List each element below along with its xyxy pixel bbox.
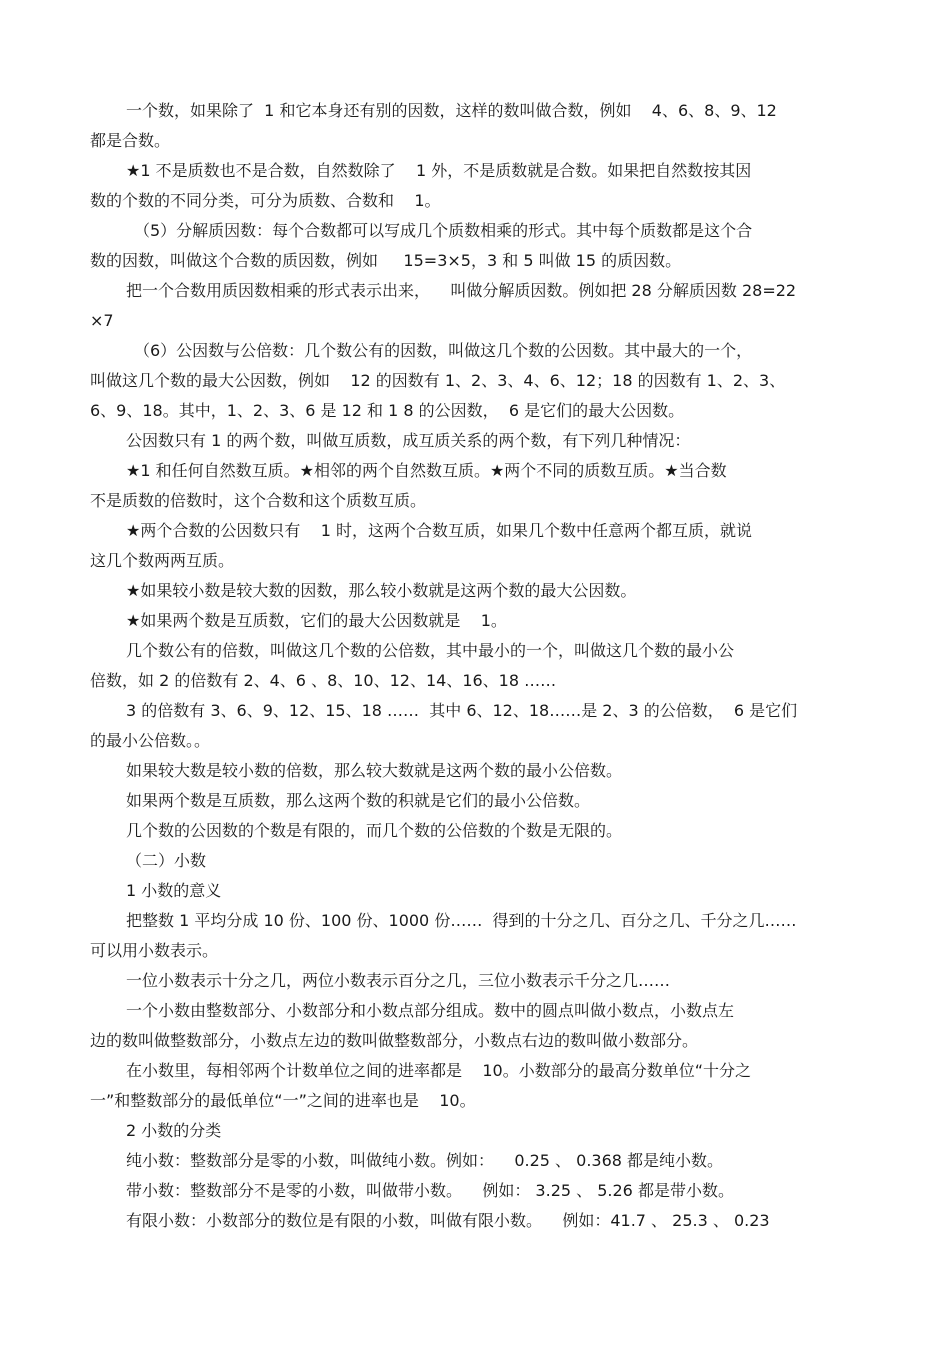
text-line: （二）小数 [126, 851, 207, 870]
text-line: 倍数，如 2 的倍数有 2、4、6 、8、10、12、14、16、18 …… [90, 671, 557, 690]
text-line: ★如果较小数是较大数的因数，那么较小数就是这两个数的最大公因数。 [126, 581, 637, 600]
text-line: 如果两个数是互质数，那么这两个数的积就是它们的最小公倍数。 [126, 791, 591, 810]
text-line: 把一个合数用质因数相乘的形式表示出来， 叫做分解质因数。例如把 28 分解质因数 28=22 [126, 281, 797, 300]
text-line: 公因数只有 1 的两个数，叫做互质数，成互质关系的两个数，有下列几种情况： [126, 431, 691, 450]
text-line: 这几个数两两互质。 [90, 551, 235, 570]
document-body [90, 96, 870, 1236]
text-line: 把整数 1 平均分成 10 份、100 份、1000 份…… 得到的十分之几、百分之几、千分之几…… [126, 911, 797, 930]
text-line: ★1 不是质数也不是合数，自然数除了 1 外，不是质数就是合数。如果把自然数按其因 [126, 161, 752, 180]
text-line: 2 小数的分类 [126, 1121, 222, 1140]
text-line: 有限小数：小数部分的数位是有限的小数，叫做有限小数。 例如：41.7 、 25.3 、 0.23 [126, 1211, 770, 1230]
text-line: （5）分解质因数：每个合数都可以写成几个质数相乘的形式。其中每个质数都是这个合 [134, 221, 753, 240]
text-line: 边的数叫做整数部分，小数点左边的数叫做整数部分，小数点右边的数叫做小数部分。 [90, 1031, 699, 1050]
text-line: 的最小公倍数。。 [90, 731, 211, 750]
text-line: 一”和整数部分的最低单位“一”之间的进率也是 10。 [90, 1091, 476, 1110]
text-line: 在小数里，每相邻两个计数单位之间的进率都是 10。小数部分的最高分数单位“十分之 [126, 1061, 751, 1080]
text-line: ★如果两个数是互质数，它们的最大公因数就是 1。 [126, 611, 507, 630]
text-line: 一个小数由整数部分、小数部分和小数点部分组成。数中的圆点叫做小数点，小数点左 [126, 1001, 735, 1020]
text-line: 几个数的公因数的个数是有限的，而几个数的公倍数的个数是无限的。 [126, 821, 623, 840]
text-line: 3 的倍数有 3、6、9、12、15、18 …… 其中 6、12、18……是 2、3 的公倍数， 6 是它们 [126, 701, 798, 720]
text-line: ×7 [90, 311, 114, 330]
text-line: 1 小数的意义 [126, 881, 222, 900]
text-line: 如果较大数是较小数的倍数，那么较大数就是这两个数的最小公倍数。 [126, 761, 623, 780]
text-line: 一个数，如果除了 1 和它本身还有别的因数，这样的数叫做合数，例如 4、6、8、9、12 [126, 101, 777, 120]
text-line: 叫做这几个数的最大公因数，例如 12 的因数有 1、2、3、4、6、12；18 的因数有 1、2、3、 [90, 371, 786, 390]
text-line: 6、9、18。其中，1、2、3、6 是 12 和 1 8 的公因数， 6 是它们的最大公因数。 [90, 401, 685, 420]
text-line: 数的个数的不同分类，可分为质数、合数和 1。 [90, 191, 441, 210]
text-line: 数的因数，叫做这个合数的质因数，例如 15=3×5，3 和 5 叫做 15 的质因数。 [90, 251, 682, 270]
text-line: 一位小数表示十分之几，两位小数表示百分之几，三位小数表示千分之几…… [126, 971, 671, 990]
text-line: ★1 和任何自然数互质。★相邻的两个自然数互质。★两个不同的质数互质。★当合数 [126, 461, 727, 480]
text-line: ★两个合数的公因数只有 1 时，这两个合数互质，如果几个数中任意两个都互质，就说 [126, 521, 752, 540]
text-line: 可以用小数表示。 [90, 941, 219, 960]
text-line: 带小数：整数部分不是零的小数，叫做带小数。 例如： 3.25 、 5.26 都是带小数。 [126, 1181, 734, 1200]
text-line: 不是质数的倍数时，这个合数和这个质数互质。 [90, 491, 427, 510]
text-line: （6）公因数与公倍数：几个数公有的因数，叫做这几个数的公因数。其中最大的一个， [134, 341, 753, 360]
text-line: 都是合数。 [90, 131, 171, 150]
text-line: 几个数公有的倍数，叫做这几个数的公倍数，其中最小的一个，叫做这几个数的最小公 [126, 641, 735, 660]
text-line: 纯小数：整数部分是零的小数，叫做纯小数。例如： 0.25 、 0.368 都是纯小数。 [126, 1151, 724, 1170]
